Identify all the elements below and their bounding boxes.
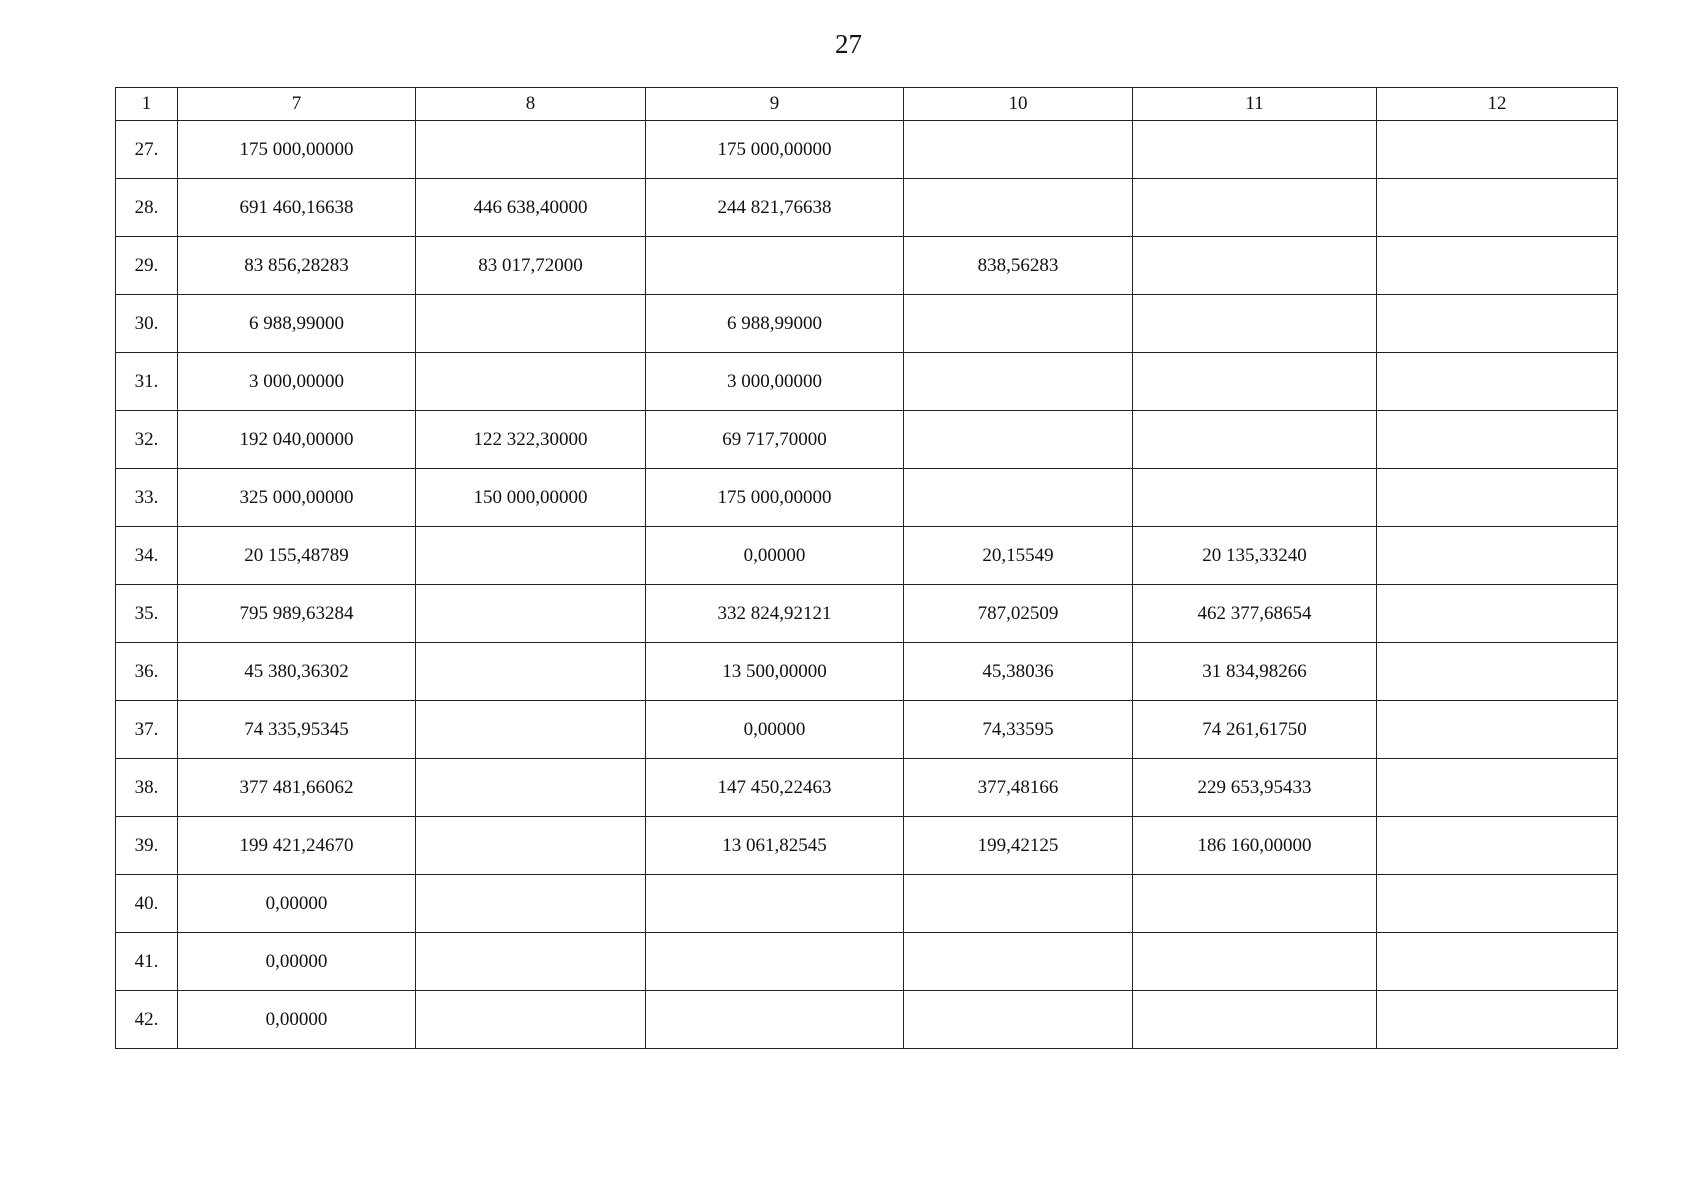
table-cell	[416, 875, 646, 933]
table-cell: 20 135,33240	[1133, 527, 1377, 585]
table-cell: 0,00000	[646, 701, 904, 759]
table-cell	[904, 179, 1133, 237]
table-cell	[646, 237, 904, 295]
table-cell: 6 988,99000	[646, 295, 904, 353]
table-cell: 192 040,00000	[178, 411, 416, 469]
header-row	[116, 88, 1618, 121]
column-header: 1	[116, 88, 178, 121]
data-table	[115, 87, 1618, 1049]
row-number-cell: 38.	[116, 759, 178, 817]
table-cell	[1377, 469, 1618, 527]
table-cell: 462 377,68654	[1133, 585, 1377, 643]
table-cell: 377,48166	[904, 759, 1133, 817]
page-number: 27	[835, 29, 862, 59]
table-cell: 74 261,61750	[1133, 701, 1377, 759]
table-cell: 229 653,95433	[1133, 759, 1377, 817]
table-cell	[1377, 353, 1618, 411]
table-cell: 83 856,28283	[178, 237, 416, 295]
table-cell	[416, 353, 646, 411]
table-row	[116, 875, 1618, 933]
table-row	[116, 121, 1618, 179]
table-cell	[1377, 701, 1618, 759]
table-cell	[904, 121, 1133, 179]
table-cell	[416, 295, 646, 353]
table-cell: 31 834,98266	[1133, 643, 1377, 701]
column-header: 11	[1133, 88, 1377, 121]
column-header: 7	[178, 88, 416, 121]
table-cell	[1377, 295, 1618, 353]
table-row	[116, 643, 1618, 701]
table-cell	[416, 991, 646, 1049]
table-cell: 795 989,63284	[178, 585, 416, 643]
table-cell: 45 380,36302	[178, 643, 416, 701]
table-cell: 3 000,00000	[646, 353, 904, 411]
table-cell	[416, 585, 646, 643]
row-number-cell: 39.	[116, 817, 178, 875]
table-row	[116, 179, 1618, 237]
table-cell: 199 421,24670	[178, 817, 416, 875]
row-number-cell: 41.	[116, 933, 178, 991]
table-cell	[1133, 875, 1377, 933]
table-cell	[904, 875, 1133, 933]
table-cell: 838,56283	[904, 237, 1133, 295]
table-row	[116, 295, 1618, 353]
row-number-cell: 28.	[116, 179, 178, 237]
row-number-cell: 30.	[116, 295, 178, 353]
table-cell: 6 988,99000	[178, 295, 416, 353]
table-cell	[904, 991, 1133, 1049]
row-number-cell: 37.	[116, 701, 178, 759]
table-cell	[904, 353, 1133, 411]
table-cell	[1133, 991, 1377, 1049]
table-cell	[1377, 875, 1618, 933]
table-cell	[904, 411, 1133, 469]
table-cell	[1377, 933, 1618, 991]
table-cell	[1377, 411, 1618, 469]
table-cell: 199,42125	[904, 817, 1133, 875]
table-cell	[1133, 933, 1377, 991]
row-number-cell: 36.	[116, 643, 178, 701]
table-cell	[1133, 121, 1377, 179]
column-header: 8	[416, 88, 646, 121]
table-cell	[646, 991, 904, 1049]
table-row	[116, 527, 1618, 585]
row-number-cell: 40.	[116, 875, 178, 933]
column-header: 10	[904, 88, 1133, 121]
table-cell: 691 460,16638	[178, 179, 416, 237]
table-cell: 0,00000	[646, 527, 904, 585]
table-cell	[416, 759, 646, 817]
table-cell	[1133, 411, 1377, 469]
row-number-cell: 32.	[116, 411, 178, 469]
row-number-cell: 42.	[116, 991, 178, 1049]
table-cell	[1377, 237, 1618, 295]
table-cell	[904, 933, 1133, 991]
table-cell	[1377, 817, 1618, 875]
table-cell: 325 000,00000	[178, 469, 416, 527]
table-cell	[1377, 121, 1618, 179]
table-cell: 45,38036	[904, 643, 1133, 701]
table-cell: 13 061,82545	[646, 817, 904, 875]
table-cell	[1377, 179, 1618, 237]
row-number-cell: 33.	[116, 469, 178, 527]
table-cell	[1377, 991, 1618, 1049]
table-cell	[416, 121, 646, 179]
table-cell: 0,00000	[178, 991, 416, 1049]
table-cell	[646, 875, 904, 933]
table-row	[116, 469, 1618, 527]
table-cell: 150 000,00000	[416, 469, 646, 527]
table-cell	[1377, 759, 1618, 817]
table-cell: 83 017,72000	[416, 237, 646, 295]
table-row	[116, 585, 1618, 643]
table-cell	[1133, 353, 1377, 411]
table-cell	[416, 527, 646, 585]
table-cell	[416, 701, 646, 759]
table-cell	[1377, 643, 1618, 701]
table-header	[116, 88, 1618, 121]
table-row	[116, 411, 1618, 469]
row-number-cell: 27.	[116, 121, 178, 179]
table-cell: 122 322,30000	[416, 411, 646, 469]
table-cell	[904, 469, 1133, 527]
table-row	[116, 237, 1618, 295]
table-cell: 377 481,66062	[178, 759, 416, 817]
table-row	[116, 991, 1618, 1049]
table-cell: 332 824,92121	[646, 585, 904, 643]
table-cell: 787,02509	[904, 585, 1133, 643]
table-cell	[904, 295, 1133, 353]
row-number-cell: 29.	[116, 237, 178, 295]
table-cell: 147 450,22463	[646, 759, 904, 817]
table-cell	[416, 643, 646, 701]
table-cell: 0,00000	[178, 933, 416, 991]
table-cell	[1133, 237, 1377, 295]
table-cell: 446 638,40000	[416, 179, 646, 237]
table-row	[116, 817, 1618, 875]
column-header: 12	[1377, 88, 1618, 121]
table-cell: 74,33595	[904, 701, 1133, 759]
table-cell: 186 160,00000	[1133, 817, 1377, 875]
table-cell	[646, 933, 904, 991]
table-cell: 175 000,00000	[178, 121, 416, 179]
table-body	[116, 121, 1618, 1049]
table-row	[116, 701, 1618, 759]
table-cell	[1133, 469, 1377, 527]
table-cell	[1377, 527, 1618, 585]
table-row	[116, 933, 1618, 991]
table-cell: 244 821,76638	[646, 179, 904, 237]
table-cell	[416, 817, 646, 875]
table-cell	[1377, 585, 1618, 643]
table-cell: 0,00000	[178, 875, 416, 933]
table-cell	[1133, 295, 1377, 353]
row-number-cell: 34.	[116, 527, 178, 585]
table-cell: 3 000,00000	[178, 353, 416, 411]
table-cell: 13 500,00000	[646, 643, 904, 701]
table-cell: 69 717,70000	[646, 411, 904, 469]
table-cell: 175 000,00000	[646, 469, 904, 527]
table-cell: 74 335,95345	[178, 701, 416, 759]
table-cell: 175 000,00000	[646, 121, 904, 179]
row-number-cell: 35.	[116, 585, 178, 643]
table-row	[116, 759, 1618, 817]
column-header: 9	[646, 88, 904, 121]
row-number-cell: 31.	[116, 353, 178, 411]
table-cell: 20 155,48789	[178, 527, 416, 585]
table-row	[116, 353, 1618, 411]
table-cell	[1133, 179, 1377, 237]
table-cell	[416, 933, 646, 991]
table-cell: 20,15549	[904, 527, 1133, 585]
